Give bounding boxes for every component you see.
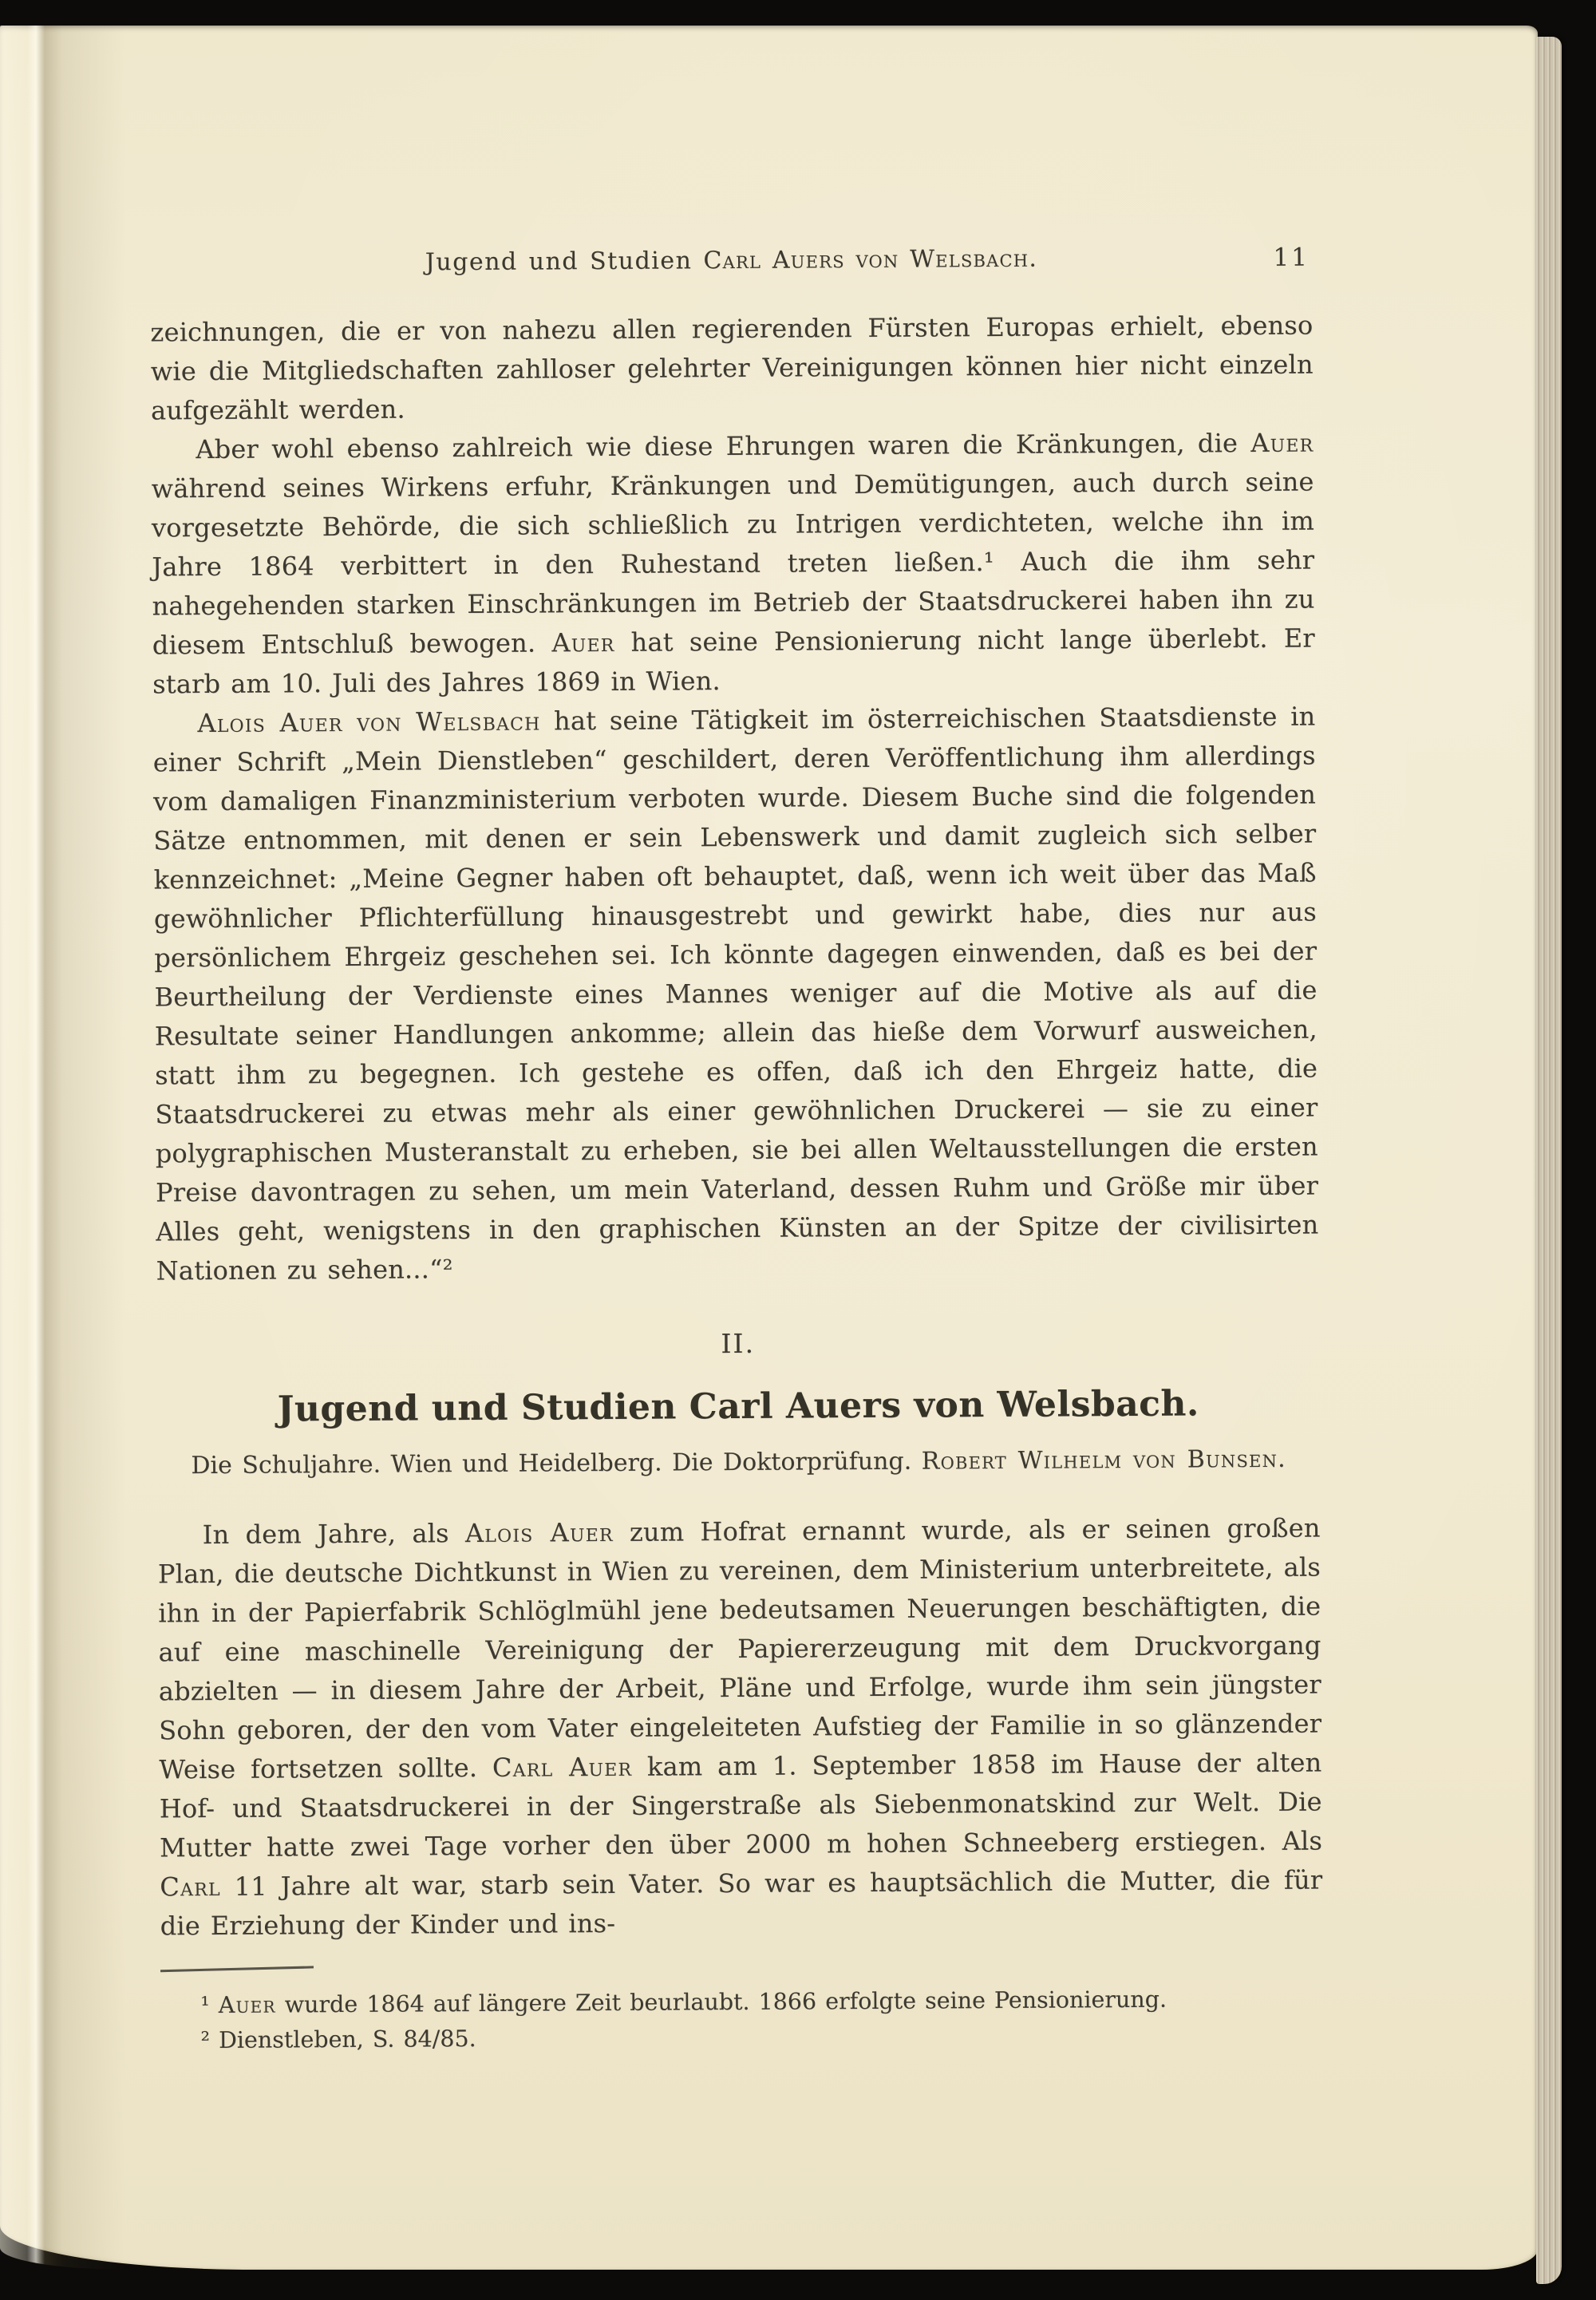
text-segment: ¹: [200, 1991, 219, 2019]
text-segment: hat seine Tätigkeit im österreichischen Staatsdienste in einer Schrift „Mein Dienstleben“ geschildert, deren Veröffentlichung ihm allerdings vom damaligen Finanzministerium verboten wurde. Diesem Buche sind die folgenden Sätze entnommen, mit denen er sein Lebenswerk und damit zugleich sich selber kennzeichnet: „Meine Gegner haben oft behauptet, daß, wenn ich weit über das Maß gewöhnlicher Pflichterfüllung hinausgestrebt und gewirkt habe, dies nur aus persönlichem Ehrgeiz geschehen sei. Ich könnte dagegen einwenden, daß es bei der Beurtheilung der Verdienste eines Mannes weniger auf die Motive als auf die Resultate seiner Handlungen ankomme; allein das hieße dem Vorwurf ausweichen, statt ihm zu begegnen. Ich gestehe es offen, daß ich den Ehrgeiz hatte, die Staatsdruckerei zu etwas mehr als einer gewöhnlichen Druckerei — sie zu einer polygraphischen Musteranstalt zu erheben, sie bei allen Weltausstellungen die ersten Preise davontragen zu sehen, um mein Vaterland, dessen Ruhm und Größe mir über Alles geht, wenigstens in den graphischen Künsten an der Spitze der civilisirten Nationen zu sehen...“²: [152, 701, 1319, 1286]
text-segment: Die Schuljahre. Wien und Heidelberg. Die Doktorprüfung.: [191, 1447, 922, 1480]
small-caps-name: Auer: [551, 626, 615, 658]
text-segment: In dem Jahre, als: [202, 1518, 466, 1551]
text-segment: während seines Wirkens erfuhr, Kränkungen und Demütigungen, auch durch seine vorgesetzte Behörde, die sich schließlich zu Intrigen verdichteten, welche ihn im Jahre 1864 verbittert in den Ruhestand treten ließen.¹ Auch die ihm sehr nahegehenden starken Einschränkungen im Betrieb der Staatsdruckerei haben ihn zu diesem Entschluß bewogen.: [151, 466, 1315, 661]
small-caps-name: Auer: [218, 1991, 276, 2018]
chapter-heading: Jugend und Studien Carl Auers von Welsbach.: [277, 1383, 1199, 1430]
paragraph-continuation: [150, 306, 1314, 431]
paragraph-birth-carl-auer: [158, 1509, 1323, 1946]
text-segment: hat seine Pensionierung nicht lange überlebt. Er starb am 10. Juli des Jahres 1869 in Wien.: [152, 622, 1315, 700]
text-segment: ² Dienstleben, S. 84/85.: [200, 2025, 476, 2054]
running-head: [425, 245, 1037, 277]
body-text: [150, 306, 1323, 2059]
text-segment: 11 Jahre alt war, starb sein Vater. So war es hauptsächlich die Mutter, die für die Erziehung der Kinder und ins-: [160, 1864, 1323, 1942]
text-segment: Aber wohl ebenso zahlreich wie diese Ehrungen waren die Kränkungen, die: [196, 428, 1251, 465]
small-caps-name: Robert Wilhelm von Bunsen.: [921, 1444, 1286, 1476]
small-caps-name: Alois Auer: [464, 1516, 614, 1549]
page-header: [150, 243, 1313, 280]
book-page: [0, 26, 1538, 2270]
gutter-crease-shadow: [0, 26, 128, 2270]
footnote-separator-rule: [160, 1966, 314, 1972]
text-segment: zeichnungen, die er von nahezu allen regierenden Fürsten Europas erhielt, ebenso wie die Mitgliedschaften zahlloser gelehrter Vereinigungen können hier nicht einzeln aufgezählt werden.: [150, 310, 1314, 426]
small-caps-name: Carl Auer: [492, 1751, 633, 1783]
page-content: [148, 22, 1325, 2274]
text-segment: Jugend und Studien: [425, 247, 704, 277]
text-segment: zum Hofrat ernannt wurde, als er seinen großen Plan, die deutsche Dichtkunst in Wien zu vereinen, dem Ministerium unterbreitete, als ihn in der Papierfabrik Schlöglmühl jene bedeutsamen Neuerungen beschäftigten, die auf eine maschinelle Vereinigung der Papiererzeugung mit dem Druckvorgang abzielten — in diesem Jahre der Arbeit, Pläne und Erfolge, wurde ihm sein jüngster Sohn geboren, der den vom Vater eingeleiteten Aufstieg der Familie in so glänzender Weise fortsetzen sollte.: [157, 1512, 1322, 1785]
text-segment: wurde 1864 auf längere Zeit beurlaubt. 1866 erfolgte seine Pensionierung.: [275, 1986, 1167, 2018]
small-caps-name: Alois Auer von Welsbach: [197, 705, 541, 739]
footnote-2: [160, 2017, 1323, 2059]
page-number: 11: [1273, 243, 1310, 272]
chapter-number: II.: [721, 1327, 756, 1360]
small-caps-name: Carl Auers von Welsbach.: [703, 244, 1038, 275]
page-edge-stack: [1536, 37, 1562, 2284]
paragraph-dienstleben-quote: [152, 698, 1318, 1291]
chapter-subtitle: [157, 1441, 1320, 1484]
footnote-1: [160, 1982, 1323, 2024]
paragraph-auer-kraenkungen: [151, 424, 1315, 705]
small-caps-name: Carl: [160, 1871, 221, 1903]
small-caps-name: Auer: [1250, 427, 1314, 459]
text-segment: kam am 1. September 1858 im Hause der alten Hof- und Staatsdruckerei in der Singerstraße als Siebenmonatskind zur Welt. Die Mutter hatte zwei Tage vorher den über 2000 m hohen Schneeberg erstiegen. Als: [159, 1747, 1323, 1863]
